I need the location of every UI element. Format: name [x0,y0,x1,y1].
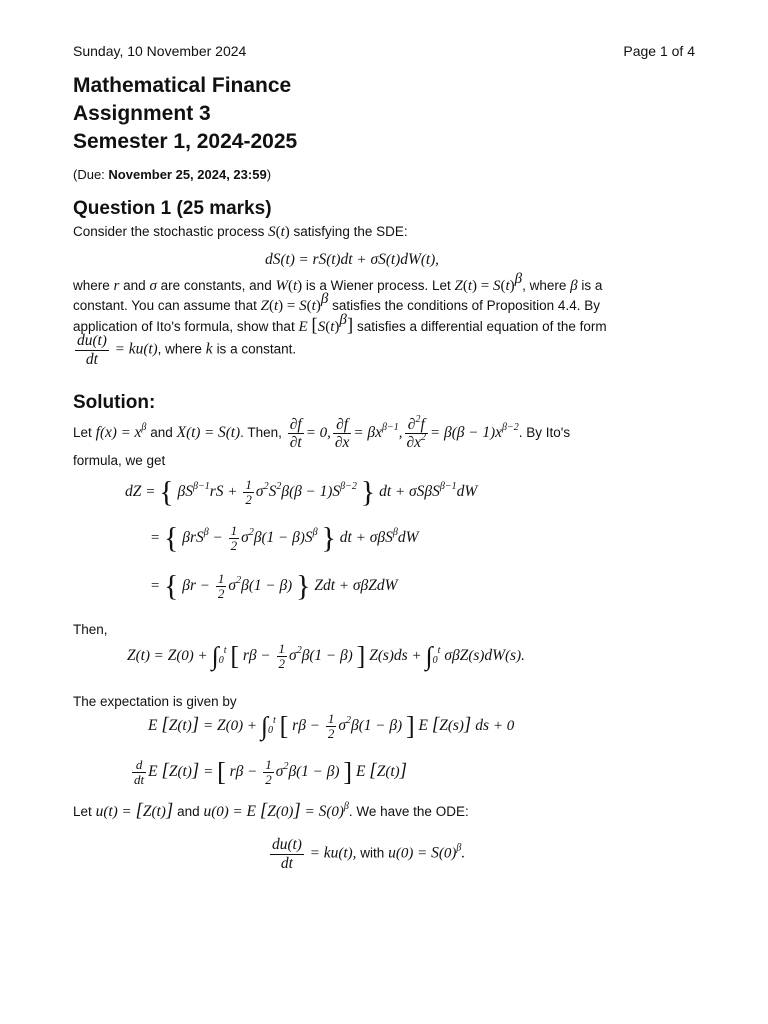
expectation-text: The expectation is given by [73,694,237,709]
title-line-course: Mathematical Finance [73,74,292,97]
expectation-equation: E $[Z(t)] = Z(0) + \int_0^t$ [ rβ − $\frac{1}{2}$ $\sigma^2\beta(1 - \beta)$ ] E [Z(s)] ds + 0 [148,711,515,741]
due-date [73,167,271,182]
document-title [73,72,297,156]
question-heading: Question 1 (25 marks) [73,198,272,219]
solution-formula-text: formula, we get [73,453,166,468]
question-intro: Consider the stochastic process S(t) satisfying the SDE: [73,224,408,240]
title-line-assignment: Assignment 3 [73,102,211,125]
solution-setup: Let $f(x) = x^\beta$ and X(t) = S(t). Then, $\frac{\partial f}{\partial t}$ = 0, $\frac{\partial f}{\partial x}$ = $\beta x^{\beta-1}$, $\frac{\partial^2f}{\partial x^2}$ = $\beta(\beta - 1)x^{\beta-2}$. By Ito's [73,414,571,451]
derivative-equation: $\frac{d}{dt}$ E [Z(t)] = [ rβ − $\frac{1}{2}$ $\sigma^2\beta(1 - \beta)$ ] E [Z(t)] [134,757,408,787]
ito-line-1: dZ = { $\beta S^{\beta-1}rS$ + $\frac{1}{2}$ $\sigma^2S^2\beta(\beta - 1)S^{\beta-2}$ } dt + σSβS$^{\beta-1}$dW [125,475,478,509]
due-prefix: (Due: [73,167,109,182]
ito-line-2: = { βrS$^\beta$ − $\frac{1}{2}$ $\sigma^2\beta(1 - \beta)S^\beta$ } dt + σβS$^\beta$dW [150,521,419,555]
due-date-value: November 25, 2024, 23:59 [108,167,267,182]
title-line-semester: Semester 1, 2024-2025 [73,130,298,153]
question-intro-end: satisfying the SDE: [293,224,408,239]
page-header [73,43,695,63]
question-intro-text: Consider the stochastic process [73,224,265,239]
ode-form: $\frac{du(t)}{dt}$ = ku(t), where k is a constant. [77,332,297,368]
question-body: where r and σ are constants, and W(t) is a Wiener process. Let $Z(t) = S(t)^\beta$, where β is a constant. You can assume that $Z(t) = S(t)^\beta$ satisfies the conditions of Proposition 4.4. By application of Ito's formula, show that E $[S(t)^\beta]$ satisfies a differential equation of the form [73,271,607,336]
final-ode: $\frac{du(t)}{dt}$ = ku(t), with $u(0) = S(0)^\beta$. [272,836,466,872]
solution-then-text: Then, [73,622,108,637]
define-u: Let u(t) = [Z(t)] and u(0) = E $[Z(0)] = S(0)^\beta$. We have the ODE: [73,800,469,821]
header-page-number: Page 1 of 4 [623,43,695,59]
header-date: Sunday, 10 November 2024 [73,43,247,59]
solution-heading: Solution: [73,392,156,413]
sde-equation: dS(t) = rS(t)dt + σS(t)dW(t), [265,251,439,268]
integral-equation: $Z(t) = Z(0) + \int_0^t$ [ rβ − $\frac{1}{2}$ $\sigma^2\beta(1 - \beta)$ ] $Z(s)ds + \int_0^t$ σβZ(s)dW(s). [127,641,525,671]
ito-line-3: = { βr − $\frac{1}{2}$ $\sigma^2\beta(1 - \beta)$ } Zdt + σβZdW [150,569,398,603]
due-suffix: ) [266,167,272,182]
